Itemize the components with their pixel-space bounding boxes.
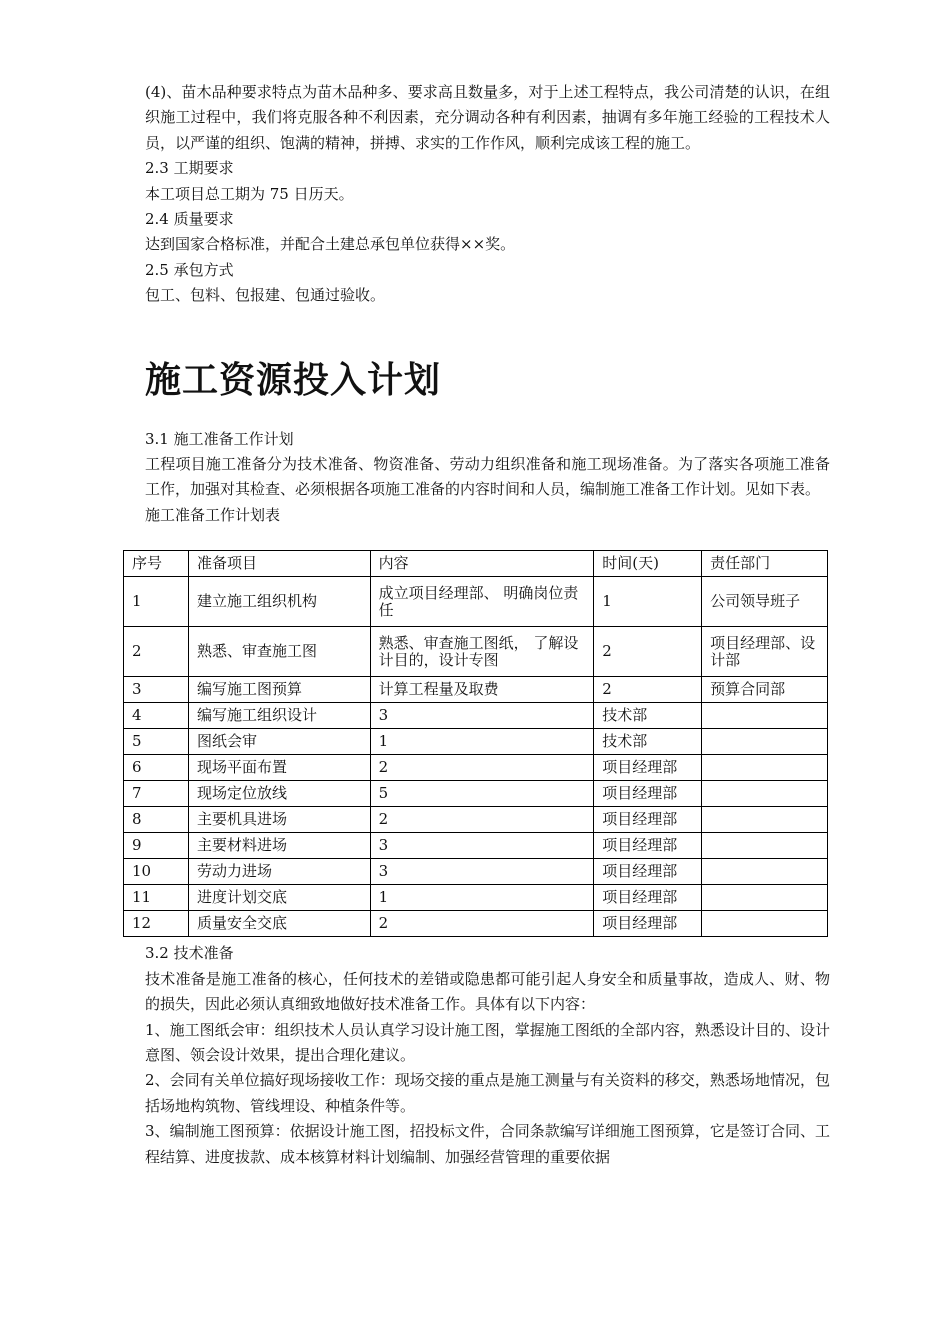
paragraph-seedling-requirements: (4)、苗木品种要求特点为苗木品种多、要求高且数量多，对于上述工程特点，我公司清楚的认识，在组织施工过程中，我们将克服各种不利因素，充分调动各种有利因素，抽调有多年施工经验的工程技术人员，以严谨的组织、饱满的精神，拼搏、求实的工作作风，顺利完成该工程的施工。 xyxy=(145,83,830,152)
heading-contract: 2.5 承包方式 xyxy=(145,260,234,279)
paragraph-prep-plan: 工程项目施工准备分为技术准备、物资准备、劳动力组织准备和施工现场准备。为了落实各项施工准备工作，加强对其检查、必须根据各项施工准备的内容时间和人员，编制施工准备工作计划。见如下表。 xyxy=(145,455,830,499)
heading-prep-plan: 3.1 施工准备工作计划 xyxy=(145,429,294,448)
paragraph-quality: 达到国家合格标准，并配合土建总承包单位获得××奖。 xyxy=(145,235,516,254)
table-cell xyxy=(702,755,828,781)
heading-quality: 2.4 质量要求 xyxy=(145,210,234,229)
table-header-row xyxy=(124,551,828,577)
table-cell: 8 xyxy=(124,807,189,833)
table-cell: 5 xyxy=(370,781,594,807)
table-cell: 公司领导班子 xyxy=(702,577,828,627)
table-cell: 主要机具进场 xyxy=(188,807,370,833)
table-cell: 建立施工组织机构 xyxy=(188,577,370,627)
table-cell: 7 xyxy=(124,781,189,807)
table-cell: 现场平面布置 xyxy=(188,755,370,781)
document-page xyxy=(132,80,830,1170)
table-row xyxy=(124,807,828,833)
table-cell: 技术部 xyxy=(594,703,702,729)
table-cell: 2 xyxy=(370,755,594,781)
table-cell: 项目经理部 xyxy=(594,859,702,885)
table-row xyxy=(124,577,828,627)
table-cell: 编写施工图预算 xyxy=(188,677,370,703)
table-cell xyxy=(702,729,828,755)
table-cell: 现场定位放线 xyxy=(188,781,370,807)
plan-section xyxy=(145,427,830,529)
table-cell: 项目经理部 xyxy=(594,755,702,781)
table-cell: 项目经理部 xyxy=(594,911,702,937)
prep-plan-table xyxy=(123,550,828,937)
table-cell xyxy=(702,781,828,807)
table-cell: 进度计划交底 xyxy=(188,885,370,911)
table-cell: 3 xyxy=(370,833,594,859)
table-cell: 质量安全交底 xyxy=(188,911,370,937)
heading-tech-prep: 3.2 技术准备 xyxy=(145,944,234,963)
table-row xyxy=(124,703,828,729)
heading-schedule: 2.3 工期要求 xyxy=(145,159,234,178)
header-cell: 责任部门 xyxy=(702,551,828,577)
table-cell: 熟悉、审查施工图 xyxy=(188,627,370,677)
table-cell: 2 xyxy=(124,627,189,677)
table-cell: 1 xyxy=(124,577,189,627)
table-row xyxy=(124,755,828,781)
table-cell: 计算工程量及取费 xyxy=(370,677,594,703)
header-cell: 准备项目 xyxy=(188,551,370,577)
table-row xyxy=(124,885,828,911)
table-cell: 6 xyxy=(124,755,189,781)
table-cell: 项目经理部 xyxy=(594,833,702,859)
paragraph-site-handover: 2、会同有关单位搞好现场接收工作：现场交接的重点是施工测量与有关资料的移交，熟悉场地情况，包括场地构筑物、管线埋设、种植条件等。 xyxy=(145,1071,830,1115)
table-cell: 项目经理部、设计部 xyxy=(702,627,828,677)
table-cell: 3 xyxy=(370,703,594,729)
paragraph-tech-prep: 技术准备是施工准备的核心，任何技术的差错或隐患都可能引起人身安全和质量事故，造成人、财、物的损失，因此必须认真细致地做好技术准备工作。具体有以下内容： xyxy=(145,969,830,1014)
table-row xyxy=(124,627,828,677)
table-cell: 1 xyxy=(370,729,594,755)
table-row xyxy=(124,911,828,937)
tech-section xyxy=(145,941,830,1170)
table-cell: 2 xyxy=(594,627,702,677)
paragraph-schedule: 本工项目总工期为 75 日历天。 xyxy=(145,184,354,203)
paragraph-drawing-review: 1、施工图纸会审：组织技术人员认真学习设计施工图，掌握施工图纸的全部内容，熟悉设计目的、设计意图、领会设计效果，提出合理化建议。 xyxy=(145,1020,830,1064)
table-cell: 1 xyxy=(594,577,702,627)
table-cell: 劳动力进场 xyxy=(188,859,370,885)
table-cell: 预算合同部 xyxy=(702,677,828,703)
table-cell: 熟悉、审查施工图纸， 了解设计目的，设计专图 xyxy=(370,627,594,677)
table-cell: 2 xyxy=(370,807,594,833)
table-cell xyxy=(702,859,828,885)
table-cell: 项目经理部 xyxy=(594,885,702,911)
table-cell xyxy=(702,703,828,729)
table-cell: 11 xyxy=(124,885,189,911)
table-cell: 4 xyxy=(124,703,189,729)
table-row xyxy=(124,781,828,807)
table-cell xyxy=(702,885,828,911)
table-cell: 9 xyxy=(124,833,189,859)
header-cell: 序号 xyxy=(124,551,189,577)
table-cell: 3 xyxy=(370,859,594,885)
table-cell xyxy=(702,833,828,859)
table-cell: 技术部 xyxy=(594,729,702,755)
table-cell: 10 xyxy=(124,859,189,885)
intro-section xyxy=(145,80,830,309)
table-cell: 1 xyxy=(370,885,594,911)
table-row xyxy=(124,729,828,755)
section-title: 施工资源投入计划 xyxy=(145,359,442,401)
header-cell: 内容 xyxy=(370,551,594,577)
table-caption: 施工准备工作计划表 xyxy=(145,505,281,524)
table-cell: 2 xyxy=(370,911,594,937)
table-cell: 成立项目经理部、 明确岗位责任 xyxy=(370,577,594,627)
table-row xyxy=(124,677,828,703)
paragraph-budget: 3、编制施工图预算：依据设计施工图，招投标文件，合同条款编写详细施工图预算，它是签订合同、工程结算、进度拔款、成本核算材料计划编制、加强经营管理的重要依据 xyxy=(145,1122,830,1166)
table-cell: 项目经理部 xyxy=(594,781,702,807)
table-row xyxy=(124,859,828,885)
table-cell: 主要材料进场 xyxy=(188,833,370,859)
table-cell: 图纸会审 xyxy=(188,729,370,755)
table-cell: 项目经理部 xyxy=(594,807,702,833)
table-cell: 编写施工组织设计 xyxy=(188,703,370,729)
paragraph-contract: 包工、包料、包报建、包通过验收。 xyxy=(145,286,386,305)
table-cell: 3 xyxy=(124,677,189,703)
table-cell xyxy=(702,807,828,833)
table-row xyxy=(124,833,828,859)
header-cell: 时间(天) xyxy=(594,551,702,577)
table-cell: 5 xyxy=(124,729,189,755)
table-cell: 2 xyxy=(594,677,702,703)
table-cell: 12 xyxy=(124,911,189,937)
table-cell xyxy=(702,911,828,937)
